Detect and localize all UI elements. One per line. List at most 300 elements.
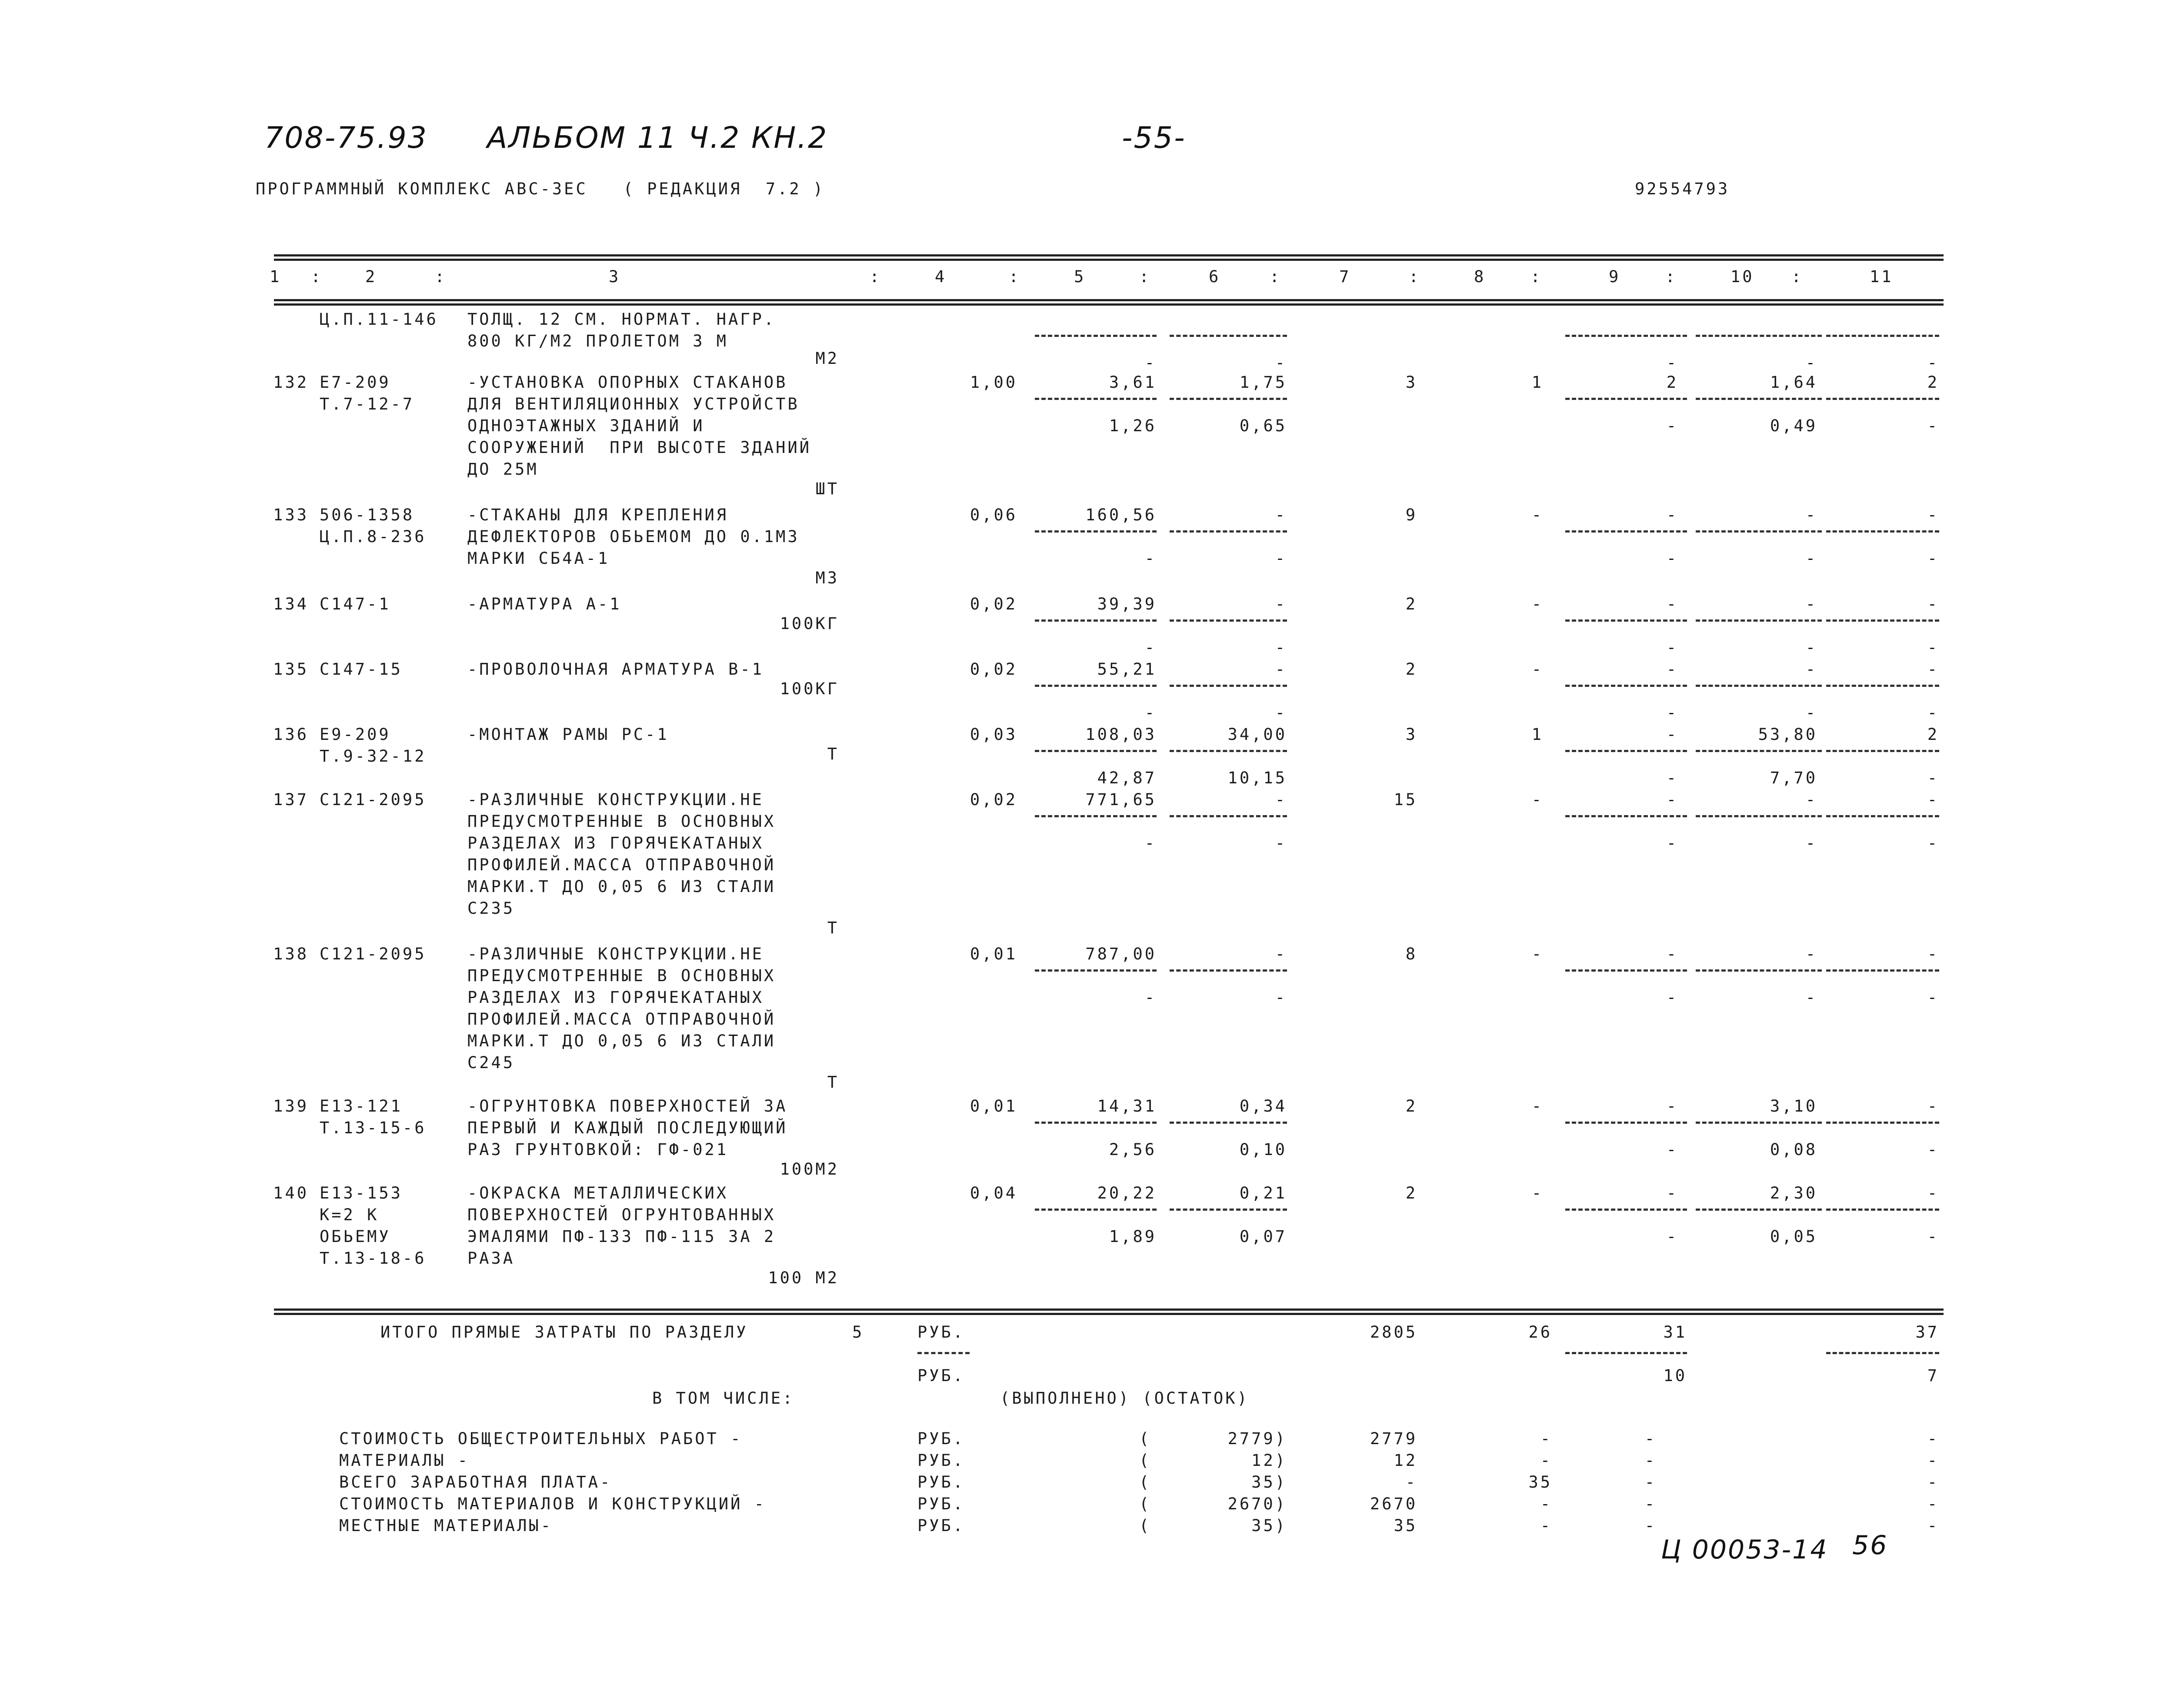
row-col5-sub: - bbox=[1144, 549, 1157, 568]
row-col11-dash bbox=[1826, 398, 1939, 400]
column-header-8: 8 bbox=[1474, 267, 1486, 286]
column-separator: : bbox=[435, 267, 447, 286]
row-col10-dash bbox=[1696, 398, 1822, 400]
totals-col7: 2805 bbox=[1370, 1323, 1417, 1342]
row-description: -АРМАТУРА А-1 bbox=[467, 595, 622, 613]
row-col5: 20,22 bbox=[1097, 1184, 1157, 1202]
row-col5: 3,61 bbox=[1109, 373, 1157, 392]
breakdown-paren-open: ( bbox=[1139, 1473, 1151, 1492]
row-unit: 100 М2 bbox=[768, 1269, 839, 1287]
row-description: -ОГРУНТОВКА ПОВЕРХНОСТЕЙ ЗА bbox=[467, 1097, 788, 1115]
row-col10-dash bbox=[1696, 1209, 1822, 1211]
row-col11-sub: - bbox=[1927, 1140, 1939, 1159]
row-col6-dash bbox=[1170, 1209, 1287, 1211]
breakdown-col11: - bbox=[1927, 1473, 1939, 1492]
totals-rub-dash bbox=[917, 1352, 970, 1354]
row-col10-sub: - bbox=[1805, 834, 1817, 852]
row-col11-sub: - bbox=[1927, 988, 1939, 1007]
totals-top-rule-2 bbox=[274, 1313, 1944, 1315]
row-col7: 3 bbox=[1405, 725, 1417, 744]
row-col6-dash bbox=[1170, 1122, 1287, 1124]
row-description: ПРЕДУСМОТРЕННЫЕ В ОСНОВНЫХ bbox=[467, 966, 776, 985]
row-col11: - bbox=[1927, 1184, 1939, 1202]
row-description: С245 bbox=[467, 1053, 515, 1072]
row-description: -МОНТАЖ РАМЫ РС-1 bbox=[467, 725, 669, 744]
done-left-label: (ВЫПОЛНЕНО) (ОСТАТОК) bbox=[1000, 1389, 1249, 1408]
row-col10-sub: 0,49 bbox=[1770, 416, 1817, 435]
breakdown-paren-open: ( bbox=[1139, 1451, 1151, 1470]
row-col8: - bbox=[1531, 506, 1544, 524]
row-col6: 34,00 bbox=[1227, 725, 1287, 744]
row-col5: 160,56 bbox=[1085, 506, 1157, 524]
row-col5: 108,03 bbox=[1085, 725, 1157, 744]
row-col9: - bbox=[1666, 1184, 1678, 1202]
row-col5-dash bbox=[1035, 398, 1157, 400]
table-top-rule-2 bbox=[274, 259, 1944, 261]
row-col11-sub: - bbox=[1927, 834, 1939, 852]
row-col5-dash bbox=[1035, 969, 1157, 972]
breakdown-rub: РУБ. bbox=[917, 1495, 965, 1513]
row-col6-dash bbox=[1170, 335, 1287, 337]
row-col5-sub: 1,89 bbox=[1109, 1227, 1157, 1246]
row-unit: М3 bbox=[815, 569, 839, 587]
breakdown-col11: - bbox=[1927, 1429, 1939, 1448]
row-unit: 100КГ bbox=[780, 614, 839, 633]
handwritten-footer-page: 56 bbox=[1852, 1530, 1888, 1561]
row-unit: 100М2 bbox=[780, 1160, 839, 1179]
row-col9-sub: - bbox=[1666, 353, 1678, 372]
row-code: С121-2095 bbox=[320, 790, 427, 809]
row-description: МАРКИ.Т ДО 0,05 6 ИЗ СТАЛИ bbox=[467, 877, 776, 896]
row-quantity: 0,01 bbox=[970, 1097, 1017, 1115]
row-unit: ШТ bbox=[815, 479, 839, 498]
row-col10-dash bbox=[1696, 750, 1822, 752]
row-col7: 9 bbox=[1405, 506, 1417, 524]
row-col9-sub: - bbox=[1666, 549, 1678, 568]
row-col11-sub: - bbox=[1927, 416, 1939, 435]
row-col9-dash bbox=[1565, 398, 1687, 400]
row-col5-sub: - bbox=[1144, 988, 1157, 1007]
handwritten-code: 708-75.93 bbox=[264, 121, 428, 155]
row-col11-dash bbox=[1826, 335, 1939, 337]
row-col5-dash bbox=[1035, 619, 1157, 622]
row-col8: - bbox=[1531, 945, 1544, 963]
column-header-7: 7 bbox=[1339, 267, 1351, 286]
row-col9-dash bbox=[1565, 619, 1687, 622]
row-col9: - bbox=[1666, 725, 1678, 744]
row-col6-sub: - bbox=[1275, 353, 1287, 372]
row-col9: - bbox=[1666, 506, 1678, 524]
row-col9-dash bbox=[1565, 1209, 1687, 1211]
handwritten-stamp-code: Ц 00053-14 bbox=[1661, 1535, 1828, 1565]
row-col10-dash bbox=[1696, 619, 1822, 622]
row-col6-dash bbox=[1170, 398, 1287, 400]
breakdown-rub: РУБ. bbox=[917, 1473, 965, 1492]
row-col11-sub: - bbox=[1927, 638, 1939, 657]
breakdown-label: МАТЕРИАЛЫ - bbox=[339, 1451, 470, 1470]
row-quantity: 0,01 bbox=[970, 945, 1017, 963]
breakdown-col11: - bbox=[1927, 1495, 1939, 1513]
table-top-rule bbox=[274, 254, 1944, 256]
row-col10: - bbox=[1805, 506, 1817, 524]
row-description: -ОКРАСКА МЕТАЛЛИЧЕСКИХ bbox=[467, 1184, 729, 1202]
breakdown-label: МЕСТНЫЕ МАТЕРИАЛЫ- bbox=[339, 1516, 553, 1535]
row-col7: 2 bbox=[1405, 1184, 1417, 1202]
column-header-9: 9 bbox=[1609, 267, 1621, 286]
column-separator: : bbox=[1270, 267, 1282, 286]
breakdown-rub: РУБ. bbox=[917, 1516, 965, 1535]
row-number: 132 bbox=[273, 373, 309, 392]
row-unit: Т bbox=[827, 1073, 839, 1092]
breakdown-paren: 35) bbox=[1251, 1516, 1287, 1535]
row-col11-dash bbox=[1826, 1122, 1939, 1124]
row-col8: 1 bbox=[1531, 725, 1544, 744]
column-separator: : bbox=[1530, 267, 1543, 286]
row-col10: 3,10 bbox=[1770, 1097, 1817, 1115]
row-col10-sub: - bbox=[1805, 638, 1817, 657]
breakdown-paren: 2670) bbox=[1227, 1495, 1287, 1513]
column-separator: : bbox=[1791, 267, 1804, 286]
row-col11-dash bbox=[1826, 619, 1939, 622]
row-col9-dash bbox=[1565, 1122, 1687, 1124]
row-description: С235 bbox=[467, 899, 515, 918]
row-col6: - bbox=[1275, 595, 1287, 613]
row-col7: 3 bbox=[1405, 373, 1417, 392]
breakdown-col9: - bbox=[1644, 1473, 1657, 1492]
row-col6-dash bbox=[1170, 530, 1287, 533]
row-col11-dash bbox=[1826, 1209, 1939, 1211]
row-col11: 2 bbox=[1927, 725, 1939, 744]
row-number: 140 bbox=[273, 1184, 309, 1202]
row-description: -РАЗЛИЧНЫЕ КОНСТРУКЦИИ.НЕ bbox=[467, 790, 764, 809]
row-col10: 1,64 bbox=[1770, 373, 1817, 392]
row-description: МАРКИ.Т ДО 0,05 6 ИЗ СТАЛИ bbox=[467, 1032, 776, 1050]
row-col5-sub: - bbox=[1144, 638, 1157, 657]
row-col10-sub: - bbox=[1805, 549, 1817, 568]
row-col5-dash bbox=[1035, 530, 1157, 533]
row-col5-sub: 1,26 bbox=[1109, 416, 1157, 435]
row-col6-sub: - bbox=[1275, 703, 1287, 722]
row-number: 136 bbox=[273, 725, 309, 744]
row-quantity: 0,02 bbox=[970, 595, 1017, 613]
row-col8: - bbox=[1531, 1097, 1544, 1115]
row-col6-dash bbox=[1170, 750, 1287, 752]
breakdown-col9: - bbox=[1644, 1495, 1657, 1513]
row-col7: 2 bbox=[1405, 1097, 1417, 1115]
row-code: К=2 К bbox=[320, 1205, 379, 1224]
row-col9: 2 bbox=[1666, 373, 1678, 392]
breakdown-rub: РУБ. bbox=[917, 1429, 965, 1448]
breakdown-col7: 2779 bbox=[1370, 1429, 1417, 1448]
breakdown-col9: - bbox=[1644, 1429, 1657, 1448]
totals-section: 5 bbox=[852, 1323, 864, 1342]
row-col6: - bbox=[1275, 660, 1287, 679]
row-description: ПРОФИЛЕЙ.МАССА ОТПРАВОЧНОЙ bbox=[467, 856, 776, 874]
row-col9: - bbox=[1666, 660, 1678, 679]
row-number: 139 bbox=[273, 1097, 309, 1115]
row-col10: - bbox=[1805, 660, 1817, 679]
row-col6-sub: - bbox=[1275, 988, 1287, 1007]
breakdown-col8: - bbox=[1540, 1495, 1552, 1513]
row-description: РАЗДЕЛАХ ИЗ ГОРЯЧЕКАТАНЫХ bbox=[467, 834, 764, 852]
row-description: ЭМАЛЯМИ ПФ-133 ПФ-115 ЗА 2 bbox=[467, 1227, 776, 1246]
row-description: -СТАКАНЫ ДЛЯ КРЕПЛЕНИЯ bbox=[467, 506, 729, 524]
row-description: СООРУЖЕНИЙ ПРИ ВЫСОТЕ ЗДАНИЙ bbox=[467, 438, 812, 457]
breakdown-rub: РУБ. bbox=[917, 1451, 965, 1470]
column-separator: : bbox=[311, 267, 323, 286]
row-description: РАЗ ГРУНТОВКОЙ: ГФ-021 bbox=[467, 1140, 729, 1159]
row-col11-dash bbox=[1826, 815, 1939, 817]
breakdown-paren-open: ( bbox=[1139, 1516, 1151, 1535]
header-bottom-rule bbox=[274, 299, 1944, 301]
row-col5: 55,21 bbox=[1097, 660, 1157, 679]
row-description: ПЕРВЫЙ И КАЖДЫЙ ПОСЛЕДУЮЩИЙ bbox=[467, 1119, 788, 1137]
row-unit: М2 bbox=[815, 349, 839, 368]
row-code: ОБЬЕМУ bbox=[320, 1227, 391, 1246]
row-col9: - bbox=[1666, 595, 1678, 613]
row-col5-dash bbox=[1035, 685, 1157, 687]
row-code: Ц.П.11-146 bbox=[320, 310, 438, 329]
row-col11-dash bbox=[1826, 969, 1939, 972]
row-unit: Т bbox=[827, 919, 839, 937]
row-col11: - bbox=[1927, 660, 1939, 679]
row-col7: 8 bbox=[1405, 945, 1417, 963]
row-unit: Т bbox=[827, 745, 839, 763]
row-description: -УСТАНОВКА ОПОРНЫХ СТАКАНОВ bbox=[467, 373, 788, 392]
row-col10-sub: - bbox=[1805, 988, 1817, 1007]
row-col5-dash bbox=[1035, 815, 1157, 817]
row-col9-sub: - bbox=[1666, 834, 1678, 852]
row-description: 800 КГ/М2 ПРОЛЕТОМ 3 М bbox=[467, 332, 729, 350]
row-col5-sub: 2,56 bbox=[1109, 1140, 1157, 1159]
column-separator: : bbox=[1665, 267, 1677, 286]
row-quantity: 0,03 bbox=[970, 725, 1017, 744]
row-col10: 2,30 bbox=[1770, 1184, 1817, 1202]
row-col11-sub: - bbox=[1927, 1227, 1939, 1246]
column-header-5: 5 bbox=[1074, 267, 1086, 286]
breakdown-paren-open: ( bbox=[1139, 1429, 1151, 1448]
row-col10: - bbox=[1805, 790, 1817, 809]
row-col5-sub: - bbox=[1144, 353, 1157, 372]
row-col11: - bbox=[1927, 790, 1939, 809]
column-header-3: 3 bbox=[609, 267, 621, 286]
row-col10-dash bbox=[1696, 685, 1822, 687]
row-col6-sub: 10,15 bbox=[1227, 769, 1287, 787]
row-code: Т.7-12-7 bbox=[320, 395, 415, 413]
breakdown-paren: 12) bbox=[1251, 1451, 1287, 1470]
breakdown-col8: - bbox=[1540, 1429, 1552, 1448]
row-description: ПРЕДУСМОТРЕННЫЕ В ОСНОВНЫХ bbox=[467, 812, 776, 831]
row-col7: 2 bbox=[1405, 595, 1417, 613]
row-col5-sub: - bbox=[1144, 834, 1157, 852]
breakdown-col9: - bbox=[1644, 1451, 1657, 1470]
row-col6: 0,34 bbox=[1239, 1097, 1287, 1115]
row-col6-sub: 0,10 bbox=[1239, 1140, 1287, 1159]
row-col11-dash bbox=[1826, 750, 1939, 752]
row-col5: 771,65 bbox=[1085, 790, 1157, 809]
column-separator: : bbox=[1139, 267, 1151, 286]
row-col9-sub: - bbox=[1666, 1227, 1678, 1246]
row-description: -РАЗЛИЧНЫЕ КОНСТРУКЦИИ.НЕ bbox=[467, 945, 764, 963]
row-col5: 39,39 bbox=[1097, 595, 1157, 613]
breakdown-label: СТОИМОСТЬ ОБЩЕСТРОИТЕЛЬНЫХ РАБОТ - bbox=[339, 1429, 743, 1448]
row-code: С147-1 bbox=[320, 595, 391, 613]
row-col6-sub: - bbox=[1275, 834, 1287, 852]
column-separator: : bbox=[1009, 267, 1021, 286]
row-col5-dash bbox=[1035, 335, 1157, 337]
row-col8: 1 bbox=[1531, 373, 1544, 392]
row-col11-sub: - bbox=[1927, 703, 1939, 722]
in-that-label: В ТОМ ЧИСЛЕ: bbox=[652, 1389, 795, 1408]
totals-top-rule bbox=[274, 1308, 1944, 1311]
row-col6-dash bbox=[1170, 685, 1287, 687]
row-col6-sub: - bbox=[1275, 549, 1287, 568]
row-col5-dash bbox=[1035, 750, 1157, 752]
row-col11: - bbox=[1927, 506, 1939, 524]
row-col10-sub: 0,08 bbox=[1770, 1140, 1817, 1159]
row-code: Ц.П.8-236 bbox=[320, 527, 427, 546]
row-col6-sub: - bbox=[1275, 638, 1287, 657]
row-col8: - bbox=[1531, 595, 1544, 613]
totals-col11-b: 7 bbox=[1927, 1366, 1939, 1385]
row-col9-sub: - bbox=[1666, 988, 1678, 1007]
row-col8: - bbox=[1531, 660, 1544, 679]
breakdown-col11: - bbox=[1927, 1516, 1939, 1535]
row-col9-dash bbox=[1565, 335, 1687, 337]
totals-label: ИТОГО ПРЯМЫЕ ЗАТРАТЫ ПО РАЗДЕЛУ bbox=[380, 1323, 748, 1342]
breakdown-col9: - bbox=[1644, 1516, 1657, 1535]
row-col5-dash bbox=[1035, 1122, 1157, 1124]
row-description: РАЗА bbox=[467, 1249, 515, 1268]
row-quantity: 0,02 bbox=[970, 660, 1017, 679]
row-col6-dash bbox=[1170, 969, 1287, 972]
row-col11: - bbox=[1927, 945, 1939, 963]
row-col9-sub: - bbox=[1666, 638, 1678, 657]
row-description: ДЕФЛЕКТОРОВ ОБЬЕМОМ ДО 0.1М3 bbox=[467, 527, 800, 546]
breakdown-col8: 35 bbox=[1528, 1473, 1552, 1492]
column-separator: : bbox=[870, 267, 882, 286]
header-bottom-rule-2 bbox=[274, 303, 1944, 306]
row-quantity: 1,00 bbox=[970, 373, 1017, 392]
row-col8: - bbox=[1531, 790, 1544, 809]
row-col6-dash bbox=[1170, 815, 1287, 817]
program-title: ПРОГРАММНЫЙ КОМПЛЕКС АВС-3ЕС ( РЕДАКЦИЯ 7.2 ) bbox=[256, 180, 825, 198]
row-col6: 1,75 bbox=[1239, 373, 1287, 392]
row-col6-dash bbox=[1170, 619, 1287, 622]
breakdown-paren-open: ( bbox=[1139, 1495, 1151, 1513]
row-col9: - bbox=[1666, 1097, 1678, 1115]
column-header-1: 1 bbox=[270, 267, 282, 286]
row-col6: - bbox=[1275, 945, 1287, 963]
breakdown-col11: - bbox=[1927, 1451, 1939, 1470]
breakdown-col8: - bbox=[1540, 1451, 1552, 1470]
row-col10: - bbox=[1805, 945, 1817, 963]
row-col9-dash bbox=[1565, 685, 1687, 687]
breakdown-label: СТОИМОСТЬ МАТЕРИАЛОВ И КОНСТРУКЦИЙ - bbox=[339, 1495, 766, 1513]
row-number: 134 bbox=[273, 595, 309, 613]
row-description: РАЗДЕЛАХ ИЗ ГОРЯЧЕКАТАНЫХ bbox=[467, 988, 764, 1007]
totals-rub-2: РУБ. bbox=[917, 1366, 965, 1385]
totals-col8: 26 bbox=[1528, 1323, 1552, 1342]
column-header-10: 10 bbox=[1731, 267, 1754, 286]
row-unit: 100КГ bbox=[780, 679, 839, 698]
row-code: Е13-153 bbox=[320, 1184, 403, 1202]
row-col5-sub: 42,87 bbox=[1097, 769, 1157, 787]
column-header-6: 6 bbox=[1209, 267, 1221, 286]
row-description: ПОВЕРХНОСТЕЙ ОГРУНТОВАННЫХ bbox=[467, 1205, 776, 1224]
row-quantity: 0,02 bbox=[970, 790, 1017, 809]
row-col11-dash bbox=[1826, 530, 1939, 533]
totals-col11: 37 bbox=[1915, 1323, 1939, 1342]
row-col9: - bbox=[1666, 945, 1678, 963]
row-col11: 2 bbox=[1927, 373, 1939, 392]
row-col7: 2 bbox=[1405, 660, 1417, 679]
column-header-4: 4 bbox=[935, 267, 947, 286]
row-col9-sub: - bbox=[1666, 703, 1678, 722]
row-number: 135 bbox=[273, 660, 309, 679]
row-col10-sub: 0,05 bbox=[1770, 1227, 1817, 1246]
row-col10-sub: - bbox=[1805, 703, 1817, 722]
totals-col11-dash bbox=[1826, 1352, 1939, 1354]
row-description: ДЛЯ ВЕНТИЛЯЦИОННЫХ УСТРОЙСТВ bbox=[467, 395, 800, 413]
row-code: Е13-121 bbox=[320, 1097, 403, 1115]
row-number: 137 bbox=[273, 790, 309, 809]
row-code: С121-2095 bbox=[320, 945, 427, 963]
row-code: Т.13-15-6 bbox=[320, 1119, 427, 1137]
row-col11-sub: - bbox=[1927, 549, 1939, 568]
row-code: Е9-209 bbox=[320, 725, 391, 744]
handwritten-page-number: -55- bbox=[1122, 121, 1186, 155]
row-quantity: 0,06 bbox=[970, 506, 1017, 524]
row-col8: - bbox=[1531, 1184, 1544, 1202]
row-col10-sub: 7,70 bbox=[1770, 769, 1817, 787]
row-col10: - bbox=[1805, 595, 1817, 613]
row-col6-sub: 0,65 bbox=[1239, 416, 1287, 435]
totals-col9-b: 10 bbox=[1663, 1366, 1687, 1385]
row-code: 506-1358 bbox=[320, 506, 415, 524]
breakdown-col7: 35 bbox=[1394, 1516, 1417, 1535]
row-quantity: 0,04 bbox=[970, 1184, 1017, 1202]
row-col9-sub: - bbox=[1666, 769, 1678, 787]
row-col11-dash bbox=[1826, 685, 1939, 687]
breakdown-paren: 2779) bbox=[1227, 1429, 1287, 1448]
row-col9-dash bbox=[1565, 969, 1687, 972]
row-description: ТОЛЩ. 12 СМ. НОРМАТ. НАГР. bbox=[467, 310, 776, 329]
row-col11: - bbox=[1927, 1097, 1939, 1115]
row-description: ДО 25М bbox=[467, 460, 539, 479]
row-col10-sub: - bbox=[1805, 353, 1817, 372]
row-col6: - bbox=[1275, 506, 1287, 524]
breakdown-col7: 12 bbox=[1394, 1451, 1417, 1470]
row-col6: - bbox=[1275, 790, 1287, 809]
document-number: 92554793 bbox=[1635, 180, 1730, 198]
breakdown-col8: - bbox=[1540, 1516, 1552, 1535]
column-header-2: 2 bbox=[365, 267, 377, 286]
breakdown-paren: 35) bbox=[1251, 1473, 1287, 1492]
row-col6-sub: 0,07 bbox=[1239, 1227, 1287, 1246]
row-code: Т.9-32-12 bbox=[320, 747, 427, 766]
row-col10: 53,80 bbox=[1758, 725, 1817, 744]
row-col6: 0,21 bbox=[1239, 1184, 1287, 1202]
row-col11: - bbox=[1927, 595, 1939, 613]
row-col7: 15 bbox=[1394, 790, 1417, 809]
totals-col9-dash bbox=[1565, 1352, 1687, 1354]
row-col10-dash bbox=[1696, 335, 1822, 337]
row-col11-sub: - bbox=[1927, 353, 1939, 372]
row-code: Т.13-18-6 bbox=[320, 1249, 427, 1268]
totals-col9: 31 bbox=[1663, 1323, 1687, 1342]
totals-rub-1: РУБ. bbox=[917, 1323, 965, 1342]
